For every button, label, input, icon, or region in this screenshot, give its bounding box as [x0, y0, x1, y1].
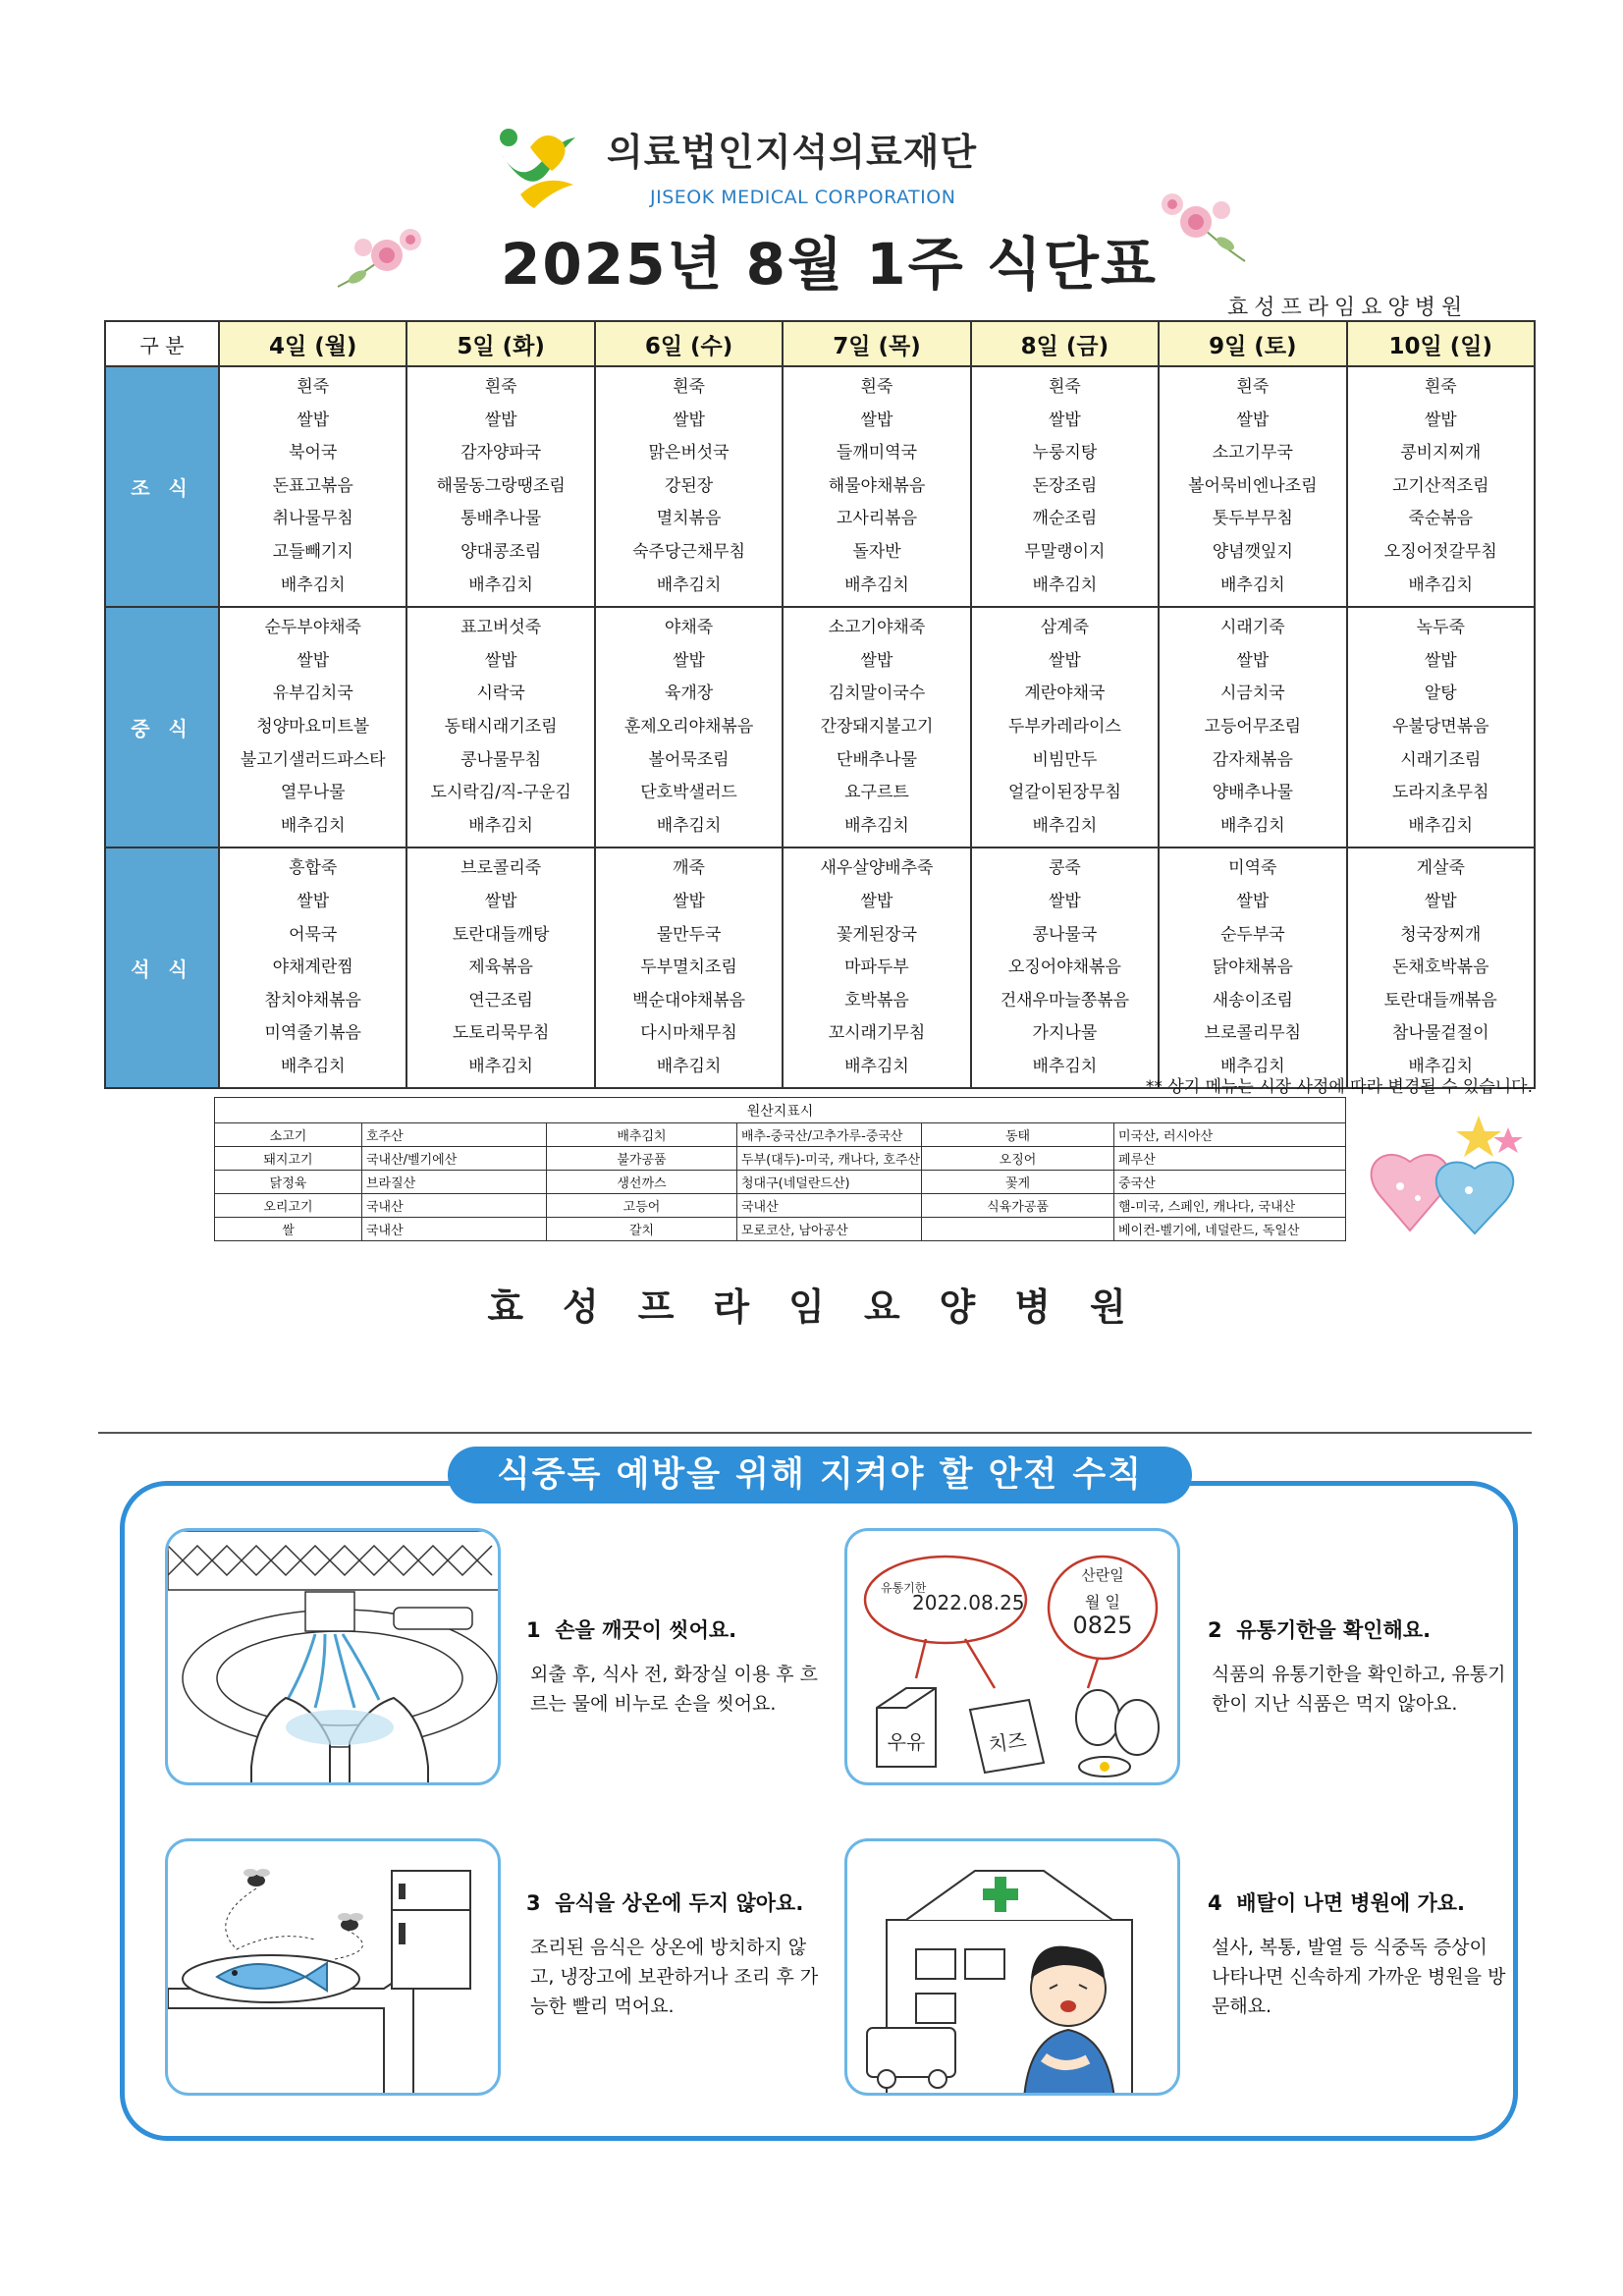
menu-item: 쌀밥	[1236, 891, 1270, 911]
menu-item: 시래기죽	[1219, 618, 1285, 638]
menu-cell	[1159, 607, 1346, 847]
menu-item: 배추김치	[1408, 815, 1474, 836]
origin-country: 호주산	[362, 1123, 547, 1147]
menu-item: 순두부야채죽	[264, 618, 361, 638]
menu-item: 무말랭이지	[1024, 541, 1106, 562]
origin-food: 고등어	[547, 1194, 737, 1218]
origin-country: 국내산	[362, 1218, 547, 1241]
origin-country: 베이컨-벨기에, 네덜란드, 독일산	[1114, 1218, 1346, 1241]
rule-3-heading	[526, 1887, 803, 1917]
menu-cell	[1347, 366, 1535, 607]
menu-item: 유부김치국	[272, 683, 353, 704]
menu-item: 단호박샐러드	[640, 783, 737, 803]
menu-item: 쌀밥	[1424, 650, 1457, 671]
corner-header: 구 분	[105, 321, 219, 366]
menu-cell	[1347, 607, 1535, 847]
menu-cell	[406, 847, 594, 1088]
menu-item: 흰죽	[1236, 377, 1270, 397]
menu-item: 고사리볶음	[836, 509, 918, 529]
menu-item: 쌀밥	[673, 410, 705, 430]
origin-food: 오징어	[922, 1147, 1114, 1171]
menu-item: 도시락김/직-구운김	[430, 783, 571, 803]
menu-item: 오징어젓갈무침	[1383, 541, 1497, 562]
menu-item: 멸치볶음	[656, 509, 722, 529]
menu-item: 쌀밥	[297, 891, 330, 911]
menu-item: 배추김치	[1219, 1056, 1285, 1076]
menu-item: 돈채호박볶음	[1391, 957, 1489, 978]
menu-item: 알탕	[1424, 683, 1457, 704]
day-header: 10일 (일)	[1347, 321, 1535, 366]
origin-food: 꽃게	[922, 1171, 1114, 1194]
menu-item: 불고기샐러드파스타	[240, 749, 386, 770]
menu-item: 맑은버섯국	[648, 443, 730, 464]
menu-item: 브로콜리죽	[460, 858, 542, 879]
menu-item: 고들빼기지	[272, 541, 353, 562]
menu-item: 배추김치	[280, 574, 346, 595]
day-header: 9일 (토)	[1159, 321, 1346, 366]
menu-item: 흰죽	[484, 377, 517, 397]
menu-item: 계란야채국	[1024, 683, 1106, 704]
menu-item: 흰죽	[297, 377, 330, 397]
menu-item: 고기산적조림	[1391, 475, 1489, 496]
menu-item: 쌀밥	[673, 891, 705, 911]
origin-country: 청대구(네덜란드산)	[737, 1171, 922, 1194]
menu-item: 쌀밥	[1236, 410, 1270, 430]
menu-item: 단배추나물	[836, 749, 918, 770]
flower-decoration-icon	[328, 218, 436, 306]
menu-item: 시락국	[476, 683, 525, 704]
origin-food: 동태	[922, 1123, 1114, 1147]
menu-cell	[219, 366, 406, 607]
origin-row	[215, 1218, 1346, 1241]
menu-item: 배추김치	[1032, 1056, 1098, 1076]
menu-item: 죽순볶음	[1408, 509, 1474, 529]
origin-country: 모로코산, 남아공산	[737, 1218, 922, 1241]
day-header: 7일 (목)	[783, 321, 970, 366]
menu-item: 배추김치	[1408, 574, 1474, 595]
origin-table	[214, 1097, 1346, 1241]
menu-item: 다시마채무침	[640, 1023, 737, 1044]
menu-item: 배추김치	[844, 574, 909, 595]
hospital-name-large: 효성프라임요양병원	[487, 1285, 1165, 1329]
menu-item: 북어국	[289, 443, 338, 464]
menu-item: 쌀밥	[1424, 891, 1457, 911]
org-logo-block	[491, 118, 1041, 216]
origin-title: 원산지표시	[215, 1098, 1346, 1123]
meal-label: 석 식	[105, 847, 219, 1088]
menu-item: 숙주당근채무침	[632, 541, 746, 562]
menu-cell	[1347, 847, 1535, 1088]
menu-item: 꽃게된장국	[836, 924, 918, 945]
menu-item: 톳두부무침	[1212, 509, 1293, 529]
rule-title: 배탈이 나면 병원에 가요.	[1236, 1891, 1466, 1915]
menu-item: 양배추나물	[1212, 783, 1293, 803]
menu-cell	[783, 847, 970, 1088]
milk-label: 우유	[887, 1730, 926, 1754]
hospital-illustration	[844, 1838, 1180, 2096]
menu-item: 삼계죽	[1040, 618, 1090, 638]
rule-title: 유통기한을 확인해요.	[1236, 1618, 1432, 1642]
origin-country: 중국산	[1114, 1171, 1346, 1194]
menu-item: 물만두국	[656, 924, 722, 945]
meal-row	[105, 366, 1535, 607]
menu-item: 배추김치	[656, 815, 722, 836]
org-english-name: JISEOK MEDICAL CORPORATION	[650, 187, 956, 208]
menu-item: 브로콜리무침	[1204, 1023, 1302, 1044]
menu-item: 닭야채볶음	[1212, 957, 1293, 978]
menu-change-notice: ** 상기 메뉴는 시장 사정에 따라 변경될 수 있습니다.	[1145, 1077, 1533, 1097]
menu-item: 쌀밥	[297, 410, 330, 430]
day-header-row	[105, 321, 1535, 366]
menu-item: 흰죽	[1048, 377, 1081, 397]
menu-item: 미역죽	[1228, 858, 1277, 879]
menu-item: 비빔만두	[1032, 749, 1098, 770]
rule-1-heading	[526, 1614, 736, 1644]
origin-food: 오리고기	[215, 1194, 362, 1218]
menu-item: 건새우마늘쫑볶음	[1000, 990, 1130, 1011]
menu-item: 야채죽	[664, 618, 714, 638]
rule-number: 3	[526, 1891, 541, 1915]
origin-row	[215, 1194, 1346, 1218]
menu-cell	[783, 607, 970, 847]
menu-item: 청국장찌개	[1400, 924, 1482, 945]
food-safety-title: 식중독 예방을 위해 지켜야 할 안전 수칙	[448, 1447, 1192, 1503]
origin-food: 식육가공품	[922, 1194, 1114, 1218]
menu-item: 누룽지탕	[1032, 443, 1098, 464]
expiry-check-icon	[847, 1531, 1180, 1785]
menu-item: 들깨미역국	[836, 443, 918, 464]
menu-item: 연근조림	[468, 990, 533, 1011]
origin-country: 국내산/벨기에산	[362, 1147, 547, 1171]
egg-label: 산란일	[1081, 1566, 1124, 1584]
menu-item: 시금치국	[1219, 683, 1285, 704]
menu-item: 돈장조림	[1032, 475, 1098, 496]
handwashing-icon	[168, 1531, 501, 1785]
menu-item: 녹두죽	[1416, 618, 1465, 638]
rule-4-text: 설사, 복통, 발열 등 식중독 증상이 나타나면 신속하게 가까운 병원을 방문해요.	[1212, 1937, 1506, 2017]
menu-item: 참나물겉절이	[1391, 1023, 1489, 1044]
menu-item: 두부멸치조림	[640, 957, 737, 978]
menu-item: 쌀밥	[297, 650, 330, 671]
menu-item: 우불당면볶음	[1391, 716, 1489, 737]
menu-item: 백순대야채볶음	[632, 990, 746, 1011]
menu-item: 쌀밥	[1048, 650, 1081, 671]
menu-cell	[406, 607, 594, 847]
menu-item: 도라지초무침	[1391, 783, 1489, 803]
hospital-name: 효성프라임요양병원	[1227, 296, 1469, 320]
menu-item: 배추김치	[844, 815, 909, 836]
fish-flies-icon	[168, 1841, 501, 2096]
menu-item: 훈제오리야채볶음	[623, 716, 754, 737]
rule-title: 손을 깨끗이 씻어요.	[555, 1618, 737, 1642]
menu-item: 쌀밥	[1424, 410, 1457, 430]
menu-item: 두부카레라이스	[1007, 716, 1121, 737]
origin-country: 두부(대두)-미국, 캐나다, 호주산	[737, 1147, 922, 1171]
menu-item: 쌀밥	[860, 650, 893, 671]
menu-item: 쌀밥	[1048, 410, 1081, 430]
origin-country: 페루산	[1114, 1147, 1346, 1171]
menu-item: 콩비지찌개	[1400, 443, 1482, 464]
menu-item: 마파두부	[844, 957, 909, 978]
menu-item: 쌀밥	[484, 650, 517, 671]
origin-row	[215, 1171, 1346, 1194]
day-header: 6일 (수)	[595, 321, 783, 366]
menu-item: 돈표고볶음	[272, 475, 353, 496]
menu-item: 시래기조림	[1400, 749, 1482, 770]
menu-item: 감자채볶음	[1212, 749, 1293, 770]
rule-3-text: 조리된 음식은 상온에 방치하지 않고, 냉장고에 보관하거나 조리 후 가능한 빨리 먹어요.	[530, 1937, 819, 2017]
day-header: 4일 (월)	[219, 321, 406, 366]
menu-item: 동태시래기조림	[444, 716, 558, 737]
handwash-illustration	[165, 1528, 501, 1785]
menu-item: 배추김치	[1032, 815, 1098, 836]
hearts-decoration-icon	[1361, 1108, 1543, 1261]
cheese-label: 치즈	[987, 1727, 1028, 1757]
menu-cell	[783, 366, 970, 607]
foundation-logo-icon	[491, 118, 589, 216]
menu-item: 토란대들깨볶음	[1383, 990, 1497, 1011]
menu-item: 돌자반	[852, 541, 901, 562]
origin-food: 불가공품	[547, 1147, 737, 1171]
page-title: 2025년 8월 1주 식단표	[501, 231, 1158, 298]
menu-item: 야채계란찜	[272, 957, 353, 978]
origin-country: 배추-중국산/고추가루-중국산	[737, 1123, 922, 1147]
rule-title: 음식을 상온에 두지 않아요.	[555, 1891, 804, 1915]
origin-food	[922, 1218, 1114, 1241]
menu-item: 간장돼지불고기	[820, 716, 934, 737]
origin-food: 소고기	[215, 1123, 362, 1147]
rule-number: 4	[1208, 1891, 1222, 1915]
menu-item: 어묵국	[289, 924, 338, 945]
menu-item: 고등어무조림	[1204, 716, 1302, 737]
menu-cell	[971, 847, 1159, 1088]
origin-food: 생선까스	[547, 1171, 737, 1194]
menu-item: 게살죽	[1416, 858, 1465, 879]
menu-item: 쌀밥	[484, 891, 517, 911]
menu-item: 새송이조림	[1212, 990, 1293, 1011]
menu-cell	[595, 847, 783, 1088]
menu-item: 쌀밥	[1236, 650, 1270, 671]
origin-country: 미국산, 러시아산	[1114, 1123, 1346, 1147]
org-name: 의료법인지석의료재단	[607, 131, 978, 174]
menu-item: 볼어묵조림	[648, 749, 730, 770]
menu-item: 흰죽	[860, 377, 893, 397]
menu-item: 김치말이국수	[828, 683, 926, 704]
menu-item: 배추김치	[844, 1056, 909, 1076]
menu-item: 오징어야채볶음	[1007, 957, 1121, 978]
menu-item: 흥합죽	[289, 858, 338, 879]
menu-item: 콩나물무침	[460, 749, 542, 770]
rule-4-heading	[1208, 1887, 1465, 1917]
origin-country: 햄-미국, 스페인, 캐나다, 국내산	[1114, 1194, 1346, 1218]
section-divider	[98, 1432, 1532, 1434]
menu-item: 소고기야채죽	[828, 618, 926, 638]
menu-item: 미역줄기볶음	[264, 1023, 361, 1044]
hospital-visit-icon	[847, 1841, 1180, 2096]
menu-item: 콩나물국	[1032, 924, 1098, 945]
meal-label: 중 식	[105, 607, 219, 847]
menu-item: 배추김치	[468, 1056, 533, 1076]
menu-item: 배추김치	[1219, 815, 1285, 836]
menu-item: 순두부국	[1219, 924, 1285, 945]
menu-item: 쌀밥	[484, 410, 517, 430]
menu-item: 흰죽	[673, 377, 705, 397]
menu-item: 배추김치	[656, 1056, 722, 1076]
rule-2-heading	[1208, 1614, 1431, 1644]
menu-item: 배추김치	[280, 1056, 346, 1076]
expiry-illustration	[844, 1528, 1180, 1785]
menu-item: 볼어묵비엔나조림	[1188, 475, 1318, 496]
menu-cell	[1159, 847, 1346, 1088]
meal-row	[105, 847, 1535, 1088]
menu-item: 쌀밥	[860, 410, 893, 430]
weekly-menu-table	[104, 320, 1536, 1089]
origin-row	[215, 1123, 1346, 1147]
menu-cell	[1159, 366, 1346, 607]
origin-country: 브라질산	[362, 1171, 547, 1194]
menu-item: 쌀밥	[860, 891, 893, 911]
menu-item: 깨순조림	[1032, 509, 1098, 529]
origin-food: 돼지고기	[215, 1147, 362, 1171]
menu-item: 얼갈이된장무침	[1007, 783, 1121, 803]
day-header: 5일 (화)	[406, 321, 594, 366]
menu-item: 흰죽	[1424, 377, 1457, 397]
origin-food: 배추김치	[547, 1123, 737, 1147]
menu-item: 토란대들깨탕	[452, 924, 550, 945]
menu-item: 해물동그랑땡조림	[436, 475, 566, 496]
rule-1-text: 외출 후, 식사 전, 화장실 이용 후 흐르는 물에 비누로 손을 씻어요.	[530, 1664, 818, 1715]
menu-item: 배추김치	[1408, 1056, 1474, 1076]
expiry-date: 2022.08.25	[912, 1591, 1025, 1614]
menu-item: 양대콩조림	[460, 541, 542, 562]
menu-item: 배추김치	[468, 574, 533, 595]
menu-item: 배추김치	[1219, 574, 1285, 595]
menu-item: 열무나물	[280, 783, 346, 803]
menu-cell	[595, 607, 783, 847]
menu-item: 통배추나물	[460, 509, 542, 529]
menu-item: 표고버섯죽	[460, 618, 542, 638]
origin-food: 닭정육	[215, 1171, 362, 1194]
menu-item: 쌀밥	[1048, 891, 1081, 911]
menu-cell	[595, 366, 783, 607]
rule-number: 1	[526, 1618, 541, 1642]
menu-cell	[971, 366, 1159, 607]
menu-cell	[971, 607, 1159, 847]
rule-2-text: 식품의 유통기한을 확인하고, 유통기한이 지난 식품은 먹지 않아요.	[1212, 1664, 1506, 1715]
menu-item: 청양마요미트볼	[256, 716, 370, 737]
menu-item: 감자양파국	[460, 443, 542, 464]
origin-country: 국내산	[737, 1194, 922, 1218]
menu-cell	[219, 607, 406, 847]
rule-number: 2	[1208, 1618, 1222, 1642]
menu-item: 제육볶음	[468, 957, 533, 978]
meal-label: 조 식	[105, 366, 219, 607]
origin-country: 국내산	[362, 1194, 547, 1218]
menu-item: 배추김치	[1032, 574, 1098, 595]
egg-code: 0825	[1072, 1612, 1133, 1639]
origin-food: 갈치	[547, 1218, 737, 1241]
expiry-label: 유통기한	[881, 1581, 927, 1595]
menu-item: 육개장	[664, 683, 714, 704]
menu-item: 강된장	[664, 475, 714, 496]
menu-item: 깨죽	[673, 858, 705, 879]
menu-item: 새우살양배추죽	[820, 858, 934, 879]
origin-row	[215, 1147, 1346, 1171]
menu-item: 요구르트	[844, 783, 909, 803]
menu-item: 취나물무침	[272, 509, 353, 529]
menu-item: 배추김치	[656, 574, 722, 595]
egg-month-day: 월 일	[1085, 1593, 1120, 1612]
menu-cell	[406, 366, 594, 607]
menu-item: 도토리묵무침	[452, 1023, 550, 1044]
menu-item: 배추김치	[280, 815, 346, 836]
menu-item: 해물야채볶음	[828, 475, 926, 496]
menu-item: 양념깻잎지	[1212, 541, 1293, 562]
menu-item: 참치야채볶음	[264, 990, 361, 1011]
origin-food: 쌀	[215, 1218, 362, 1241]
menu-item: 콩죽	[1048, 858, 1081, 879]
room-temp-illustration	[165, 1838, 501, 2096]
menu-item: 꼬시래기무침	[828, 1023, 926, 1044]
menu-item: 쌀밥	[673, 650, 705, 671]
flower-decoration-icon	[1147, 183, 1255, 271]
menu-item: 가지나물	[1032, 1023, 1098, 1044]
menu-cell	[219, 847, 406, 1088]
menu-item: 호박볶음	[844, 990, 909, 1011]
day-header: 8일 (금)	[971, 321, 1159, 366]
menu-item: 배추김치	[468, 815, 533, 836]
meal-row	[105, 607, 1535, 847]
menu-item: 소고기무국	[1212, 443, 1293, 464]
menu-body	[105, 366, 1535, 1088]
